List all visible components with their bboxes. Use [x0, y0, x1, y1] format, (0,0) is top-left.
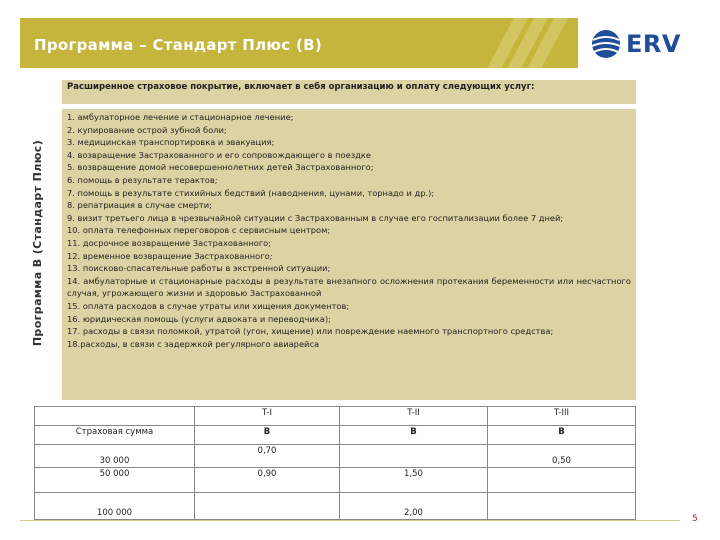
- tariff-header: T-II: [340, 407, 488, 426]
- rate-value: 0,50: [488, 445, 636, 468]
- list-item: 8. репатриация в случае смерти;: [67, 200, 212, 211]
- list-item: 10. оплата телефонных переговоров с сервисным центром;: [67, 225, 331, 236]
- table-cell: [35, 407, 195, 426]
- rate-value: [488, 468, 636, 493]
- rate-value: 0,70: [195, 445, 340, 468]
- rate-value: 0,90: [195, 468, 340, 493]
- list-item: 16. юридическая помощь (услуги адвоката и переводчика);: [67, 313, 331, 324]
- list-item: 17. расходы в связи поломкой, утратой (угон, хищение) или повреждение наемного транспортного средства;: [67, 326, 554, 337]
- table-row: [35, 407, 636, 426]
- sum-value: 100 000: [35, 493, 195, 520]
- list-item: 14. амбулаторные и стационарные расходы в результате внезапного осложнения протекания беременности или несчастного случая, угрожающего жизни и здоровью Застрахованной: [67, 275, 631, 299]
- list-item: 2. купирование острой зубной боли;: [67, 124, 227, 135]
- list-item: 1. амбулаторное лечение и стационарное лечение;: [67, 112, 294, 122]
- rate-value: 1,50: [340, 468, 488, 493]
- program-code: B: [340, 426, 488, 445]
- footer-divider: [20, 520, 680, 521]
- list-item: 13. поисково-спасательные работы в экстренной ситуации;: [67, 263, 331, 274]
- rate-value: [488, 493, 636, 520]
- table-row: [35, 493, 636, 520]
- brand-name: ERV: [626, 30, 681, 58]
- program-code: B: [488, 426, 636, 445]
- list-item: 11. досрочное возвращение Застрахованного;: [67, 237, 272, 248]
- program-code: B: [195, 426, 340, 445]
- list-item: 12. временное возвращение Застрахованного;: [67, 250, 273, 261]
- coverage-header: [62, 80, 636, 104]
- list-item: 7. помощь в результате стихийных бедствий (наводнения, цунами, торнадо и др.);: [67, 187, 435, 198]
- coverage-intro: Расширенное страховое покрытие, включает в себя организацию и оплату следующих услуг:: [67, 82, 535, 92]
- list-item: 9. визит третьего лица в чрезвычайной ситуации с Застрахованным в случае его госпитализации более 7 дней;: [67, 212, 564, 223]
- table-row: [35, 468, 636, 493]
- list-item: 3. медицинская транспортировка и эвакуация;: [67, 137, 275, 148]
- table-row: [35, 445, 636, 468]
- list-item: 18.расходы, в связи с задержкой регулярного авиарейса: [67, 338, 320, 349]
- sum-label: Страховая сумма: [35, 426, 195, 445]
- sum-value: 50 000: [35, 468, 195, 493]
- sum-value: 30 000: [35, 445, 195, 468]
- globe-icon: [590, 28, 622, 60]
- erv-logo: [590, 28, 700, 60]
- list-item: 6. помощь в результате терактов;: [67, 174, 218, 185]
- services-box: [62, 109, 636, 400]
- list-item: 4. возвращение Застрахованного и его сопровождающего в поездке: [67, 149, 372, 160]
- rate-value: [195, 493, 340, 520]
- slide-title: Программа – Стандарт Плюс (B): [34, 36, 323, 54]
- list-item: 15. оплата расходов в случае утраты или хищения документов;: [67, 300, 350, 311]
- page-number: 5: [692, 514, 698, 524]
- program-side-label: Программа В (Стандарт Плюс): [31, 139, 44, 347]
- rate-value: [340, 445, 488, 468]
- tariff-header: T-I: [195, 407, 340, 426]
- tariff-header: T-III: [488, 407, 636, 426]
- table-row: [35, 426, 636, 445]
- rate-value: 2,00: [340, 493, 488, 520]
- services-list: [62, 109, 636, 350]
- tariff-table: [34, 406, 636, 520]
- title-bar: [20, 18, 578, 68]
- list-item: 5. возвращение домой несовершеннолетних детей Застрахованного;: [67, 162, 374, 173]
